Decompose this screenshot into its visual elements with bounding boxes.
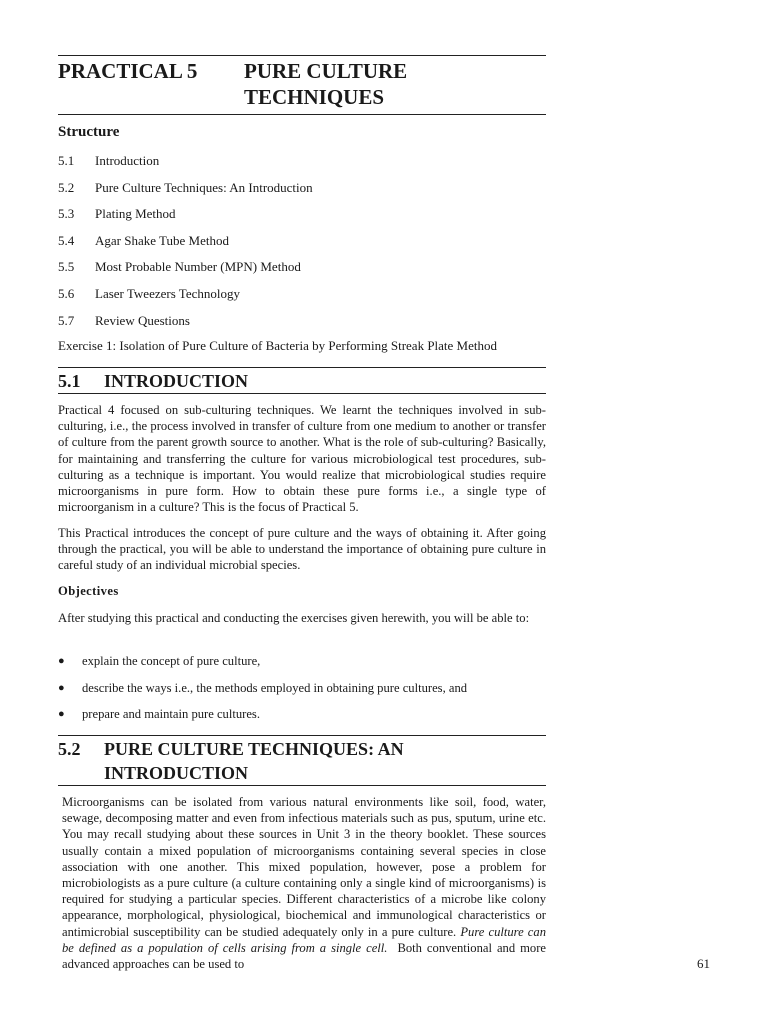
title-line-2: TECHNIQUES <box>244 85 385 109</box>
section-title-line-2: INTRODUCTION <box>104 763 249 783</box>
objective-text: prepare and maintain pure cultures. <box>82 707 260 722</box>
objective-item <box>58 653 546 680</box>
structure-item-number: 5.4 <box>58 232 75 248</box>
sec51-bottom-rule <box>58 393 546 394</box>
structure-item-label: Laser Tweezers Technology <box>95 285 240 301</box>
structure-item-label: Review Questions <box>95 312 190 328</box>
structure-item-number: 5.6 <box>58 285 75 301</box>
practical-number: PRACTICAL 5 <box>58 59 198 83</box>
title-top-rule <box>58 55 546 56</box>
sec51-top-rule <box>58 367 546 368</box>
objective-item <box>58 706 546 733</box>
structure-item-number: 5.5 <box>58 259 75 275</box>
objectives-list <box>58 653 546 733</box>
structure-item <box>58 205 546 232</box>
structure-item <box>58 285 546 312</box>
structure-item <box>58 179 546 206</box>
section-number: 5.2 <box>58 739 81 759</box>
structure-item <box>58 232 546 259</box>
practical-title-text <box>244 58 407 110</box>
paragraph-text: Microorganisms can be isolated from various natural environments like soil, food, water, sewage, decomposing matter and even from infectious materials such as pus, sputum, urine etc. You may recall studying about these sources in Unit 3 in the theory booklet. These sources usually contain a mixed population of microorganisms containing several species in close association with one another. This mixed population, however, pose a problem for microbiologists as a pure culture (a culture containing only a single kind of microorganisms) is required for studying a particular species. Different characteristics of a microbe like colony appearance, morphological, physiological, biochemical and immunological characteristics or antimicrobial susceptibility can be studied adequately only in a pure culture. <box>62 795 546 939</box>
structure-item-label: Agar Shake Tube Method <box>95 232 229 248</box>
title-bottom-rule <box>58 114 546 115</box>
objective-item <box>58 680 546 707</box>
structure-item-label: Most Probable Number (MPN) Method <box>95 259 301 275</box>
objectives-heading: Objectives <box>58 584 119 598</box>
section-title: INTRODUCTION <box>104 371 249 391</box>
structure-exercise: Exercise 1: Isolation of Pure Culture of Bacteria by Performing Streak Plate Method <box>58 338 497 353</box>
objectives-intro: After studying this practical and conducting the exercises given herewith, you will be able to: <box>58 611 530 625</box>
intro-paragraph-1: Practical 4 focused on sub-culturing techniques. We learnt the techniques involved in sub-culturing, i.e., the process involved in transfer of culture from one medium to another or transfer of culture from the parent growth source to another. What is the role of sub-culturing? Basically, for maintaining and transferring the culture for various microbiological test procedures, sub-culturing as a technique is important. You would realize that microbiological studies require microorganisms in pure form. How to obtain these pure forms i.e., a single type of microorganism in a culture? This is the focus of Practical 5. <box>58 403 546 515</box>
structure-list <box>58 152 546 338</box>
techniques-paragraph <box>62 794 546 972</box>
structure-item-number: 5.1 <box>58 153 75 168</box>
structure-item-label: Introduction <box>95 153 160 168</box>
structure-item <box>58 152 546 179</box>
structure-item-number: 5.2 <box>58 179 75 195</box>
objective-text: describe the ways i.e., the methods employed in obtaining pure cultures, and <box>82 680 468 695</box>
paragraph-definition: Pure culture can be defined as a population of cells arising from a single cell. <box>62 924 546 955</box>
objective-text: explain the concept of pure culture, <box>82 654 261 668</box>
structure-item <box>58 258 546 285</box>
structure-heading: Structure <box>58 124 120 140</box>
structure-item <box>58 312 546 339</box>
section-title-line-1: PURE CULTURE TECHNIQUES: AN <box>104 739 404 759</box>
bullet-icon: ● <box>58 655 65 667</box>
page-number: 61 <box>697 956 710 971</box>
section-5-1-heading <box>58 369 546 393</box>
structure-item-label: Pure Culture Techniques: An Introduction <box>95 179 313 195</box>
structure-item-number: 5.3 <box>58 206 75 222</box>
bullet-icon: ● <box>58 681 65 694</box>
sec52-top-rule <box>58 735 546 736</box>
intro-paragraph-2: This Practical introduces the concept of pure culture and the ways of obtaining it. After going through the practical, you will be able to understand the importance of obtaining pure culture in careful study of an individual microbial species. <box>58 526 546 573</box>
title-line-1: PURE CULTURE <box>244 59 408 83</box>
sec52-bottom-rule <box>58 785 546 786</box>
section-5-2-heading <box>58 737 546 785</box>
paragraph-tail: Both conventional and more advanced approaches can be used to <box>62 940 547 972</box>
structure-item-number: 5.7 <box>58 312 75 328</box>
structure-item-label: Plating Method <box>95 206 176 222</box>
section-number: 5.1 <box>58 371 81 391</box>
bullet-icon: ● <box>58 708 65 721</box>
practical-title <box>58 58 407 110</box>
